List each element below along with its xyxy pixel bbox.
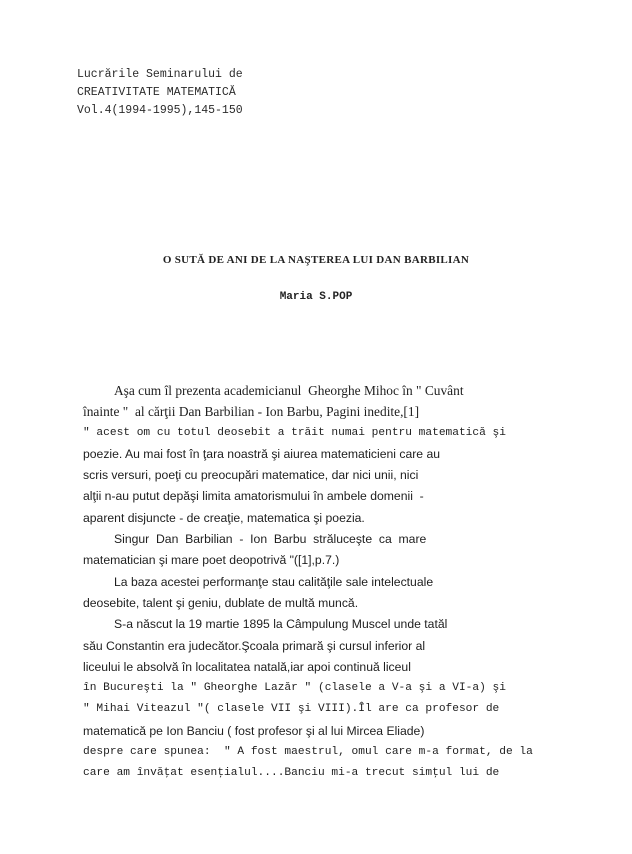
body-line: S-a născut la 19 martie 1895 la Câmpulung Muscel unde tatăl	[114, 617, 448, 632]
body-line: alţii n-au putut depăşi limita amatorismului în ambele domenii -	[83, 489, 424, 504]
journal-name-line: Lucrările Seminarului de	[77, 68, 243, 81]
body-line: înainte " al cărţii Dan Barbilian - Ion Barbu, Pagini inedite,[1]	[83, 404, 420, 420]
body-line: care am învăţat esenţialul....Banciu mi-a trecut simţul lui de	[83, 767, 500, 780]
body-line: matematician şi mare poet deopotrivă "([1],p.7.)	[83, 553, 340, 568]
journal-title-line: CREATIVITATE MATEMATICĂ	[77, 86, 236, 99]
body-line: deosebite, talent şi geniu, dublate de multă muncă.	[83, 595, 359, 610]
body-line: poezie. Au mai fost în ţara noastră şi aiurea matematicieni care au	[83, 446, 441, 461]
body-line: aparent disjuncte - de creaţie, matematica şi poezia.	[83, 510, 365, 525]
body-line: Singur Dan Barbilian - Ion Barbu străluceşte ca mare	[114, 532, 427, 547]
body-line: matematică pe Ion Banciu ( fost profesor şi al lui Mircea Eliade)	[83, 723, 425, 738]
journal-volume-line: Vol.4(1994-1995),145-150	[77, 104, 243, 117]
body-line: La baza acestei performanţe stau calităţile sale intelectuale	[114, 574, 434, 589]
body-line: său Constantin era judecător.Şcoala primară şi cursul inferior al	[83, 638, 426, 653]
journal-header	[77, 66, 243, 120]
body-line: " Mihai Viteazul "( clasele VII şi VIII).Îl are ca profesor de	[83, 703, 500, 716]
paper-body	[83, 380, 531, 785]
body-line: în Bucureşti la " Gheorghe Lazăr " (clasele a V-a şi a VI-a) şi	[83, 682, 506, 695]
paper-title: O SUTĂ DE ANI DE LA NAŞTEREA LUI DAN BARBILIAN	[162, 254, 470, 266]
body-line: despre care spunea: " A fost maestrul, omul care m-a format, de la	[83, 746, 533, 759]
body-line: scris versuri, poeţi cu preocupări matematice, dar nici unii, nici	[83, 468, 419, 483]
paper-author: Maria S.POP	[279, 291, 353, 303]
body-line: " acest om cu totul deosebit a trăit numai pentru matematică şi	[83, 426, 506, 439]
body-line: Aşa cum îl prezenta academicianul Gheorghe Mihoc în " Cuvânt	[114, 383, 464, 398]
body-line: liceului le absolvă în localitatea natală,iar apoi continuă liceul	[83, 659, 411, 674]
